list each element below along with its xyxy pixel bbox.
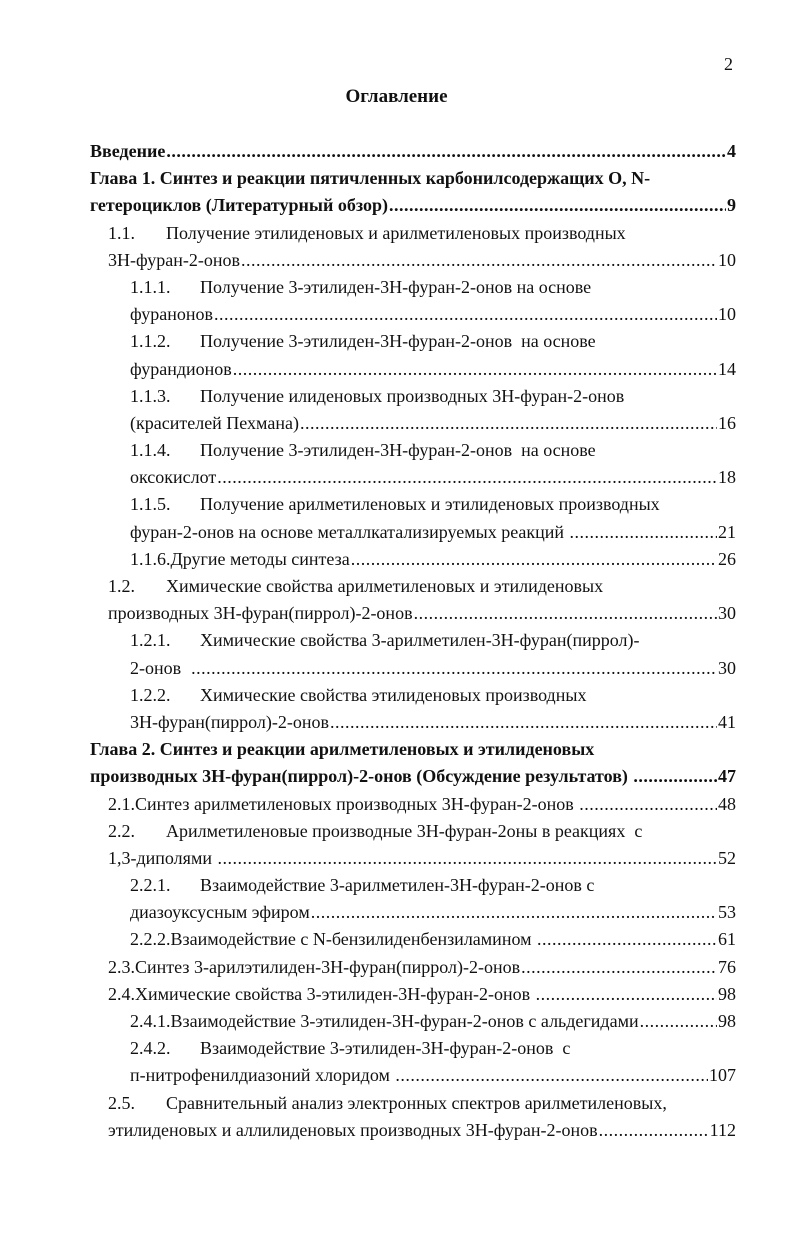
toc-page-number: 107 [709, 1065, 736, 1086]
toc-entry-text: Глава 2. Синтез и реакции арилметиленовых и этилиденовых [90, 739, 595, 760]
toc-entry-text: Сравнительный анализ электронных спектров арилметиленовых, [166, 1092, 667, 1113]
toc-entry-number: 2.2. [108, 820, 135, 841]
toc-leader-dots [521, 954, 717, 981]
toc-leader-dots [395, 1062, 708, 1089]
toc-entry-text: 3Н-фуран-2-онов [108, 249, 240, 270]
toc-leader-dots [191, 655, 717, 682]
toc-page-number: 53 [718, 902, 736, 923]
toc-leader-dots [217, 464, 717, 491]
toc-entry [90, 818, 736, 872]
toc-entry-text: Синтез 3-арилэтилиден-3Н-фуран(пиррол)-2-онов [135, 956, 521, 977]
toc-entry-text: (красителей Пехмана) [130, 412, 299, 433]
table-of-contents [90, 138, 736, 1144]
toc-page-number: 76 [718, 956, 736, 977]
toc-page-number: 4 [727, 141, 736, 161]
toc-entry-number: 1.1.4. [130, 440, 171, 461]
toc-page-number: 10 [718, 304, 736, 325]
toc-entry-text: Взаимодействие 3-арилметилен-3Н-фуран-2-онов с [200, 875, 595, 896]
toc-entry-text: фурандионов [130, 358, 232, 379]
toc-entry-number: 2.4.1. [130, 1011, 171, 1031]
toc-entry [90, 491, 736, 545]
toc-entry-number: 2.1. [108, 793, 135, 814]
toc-entry [90, 627, 736, 681]
toc-entry [90, 138, 736, 165]
toc-entry [90, 1008, 736, 1035]
toc-entry-number: 2.2.1. [130, 875, 171, 896]
toc-entry [90, 220, 736, 274]
toc-entry-text: производных 3Н-фуран(пиррол)-2-онов (Обсуждение результатов) [90, 766, 633, 787]
toc-entry-text: Получение 3-этилиден-3Н-фуран-2-онов на основе [200, 276, 592, 297]
toc-leader-dots [351, 546, 717, 573]
toc-page-number: 112 [709, 1119, 736, 1140]
toc-page-number: 26 [718, 548, 736, 569]
toc-entry-text: Получение арилметиленовых и этилиденовых производных [200, 494, 660, 515]
toc-page-number: 9 [727, 195, 736, 216]
toc-page-number: 61 [718, 929, 736, 950]
toc-leader-dots [233, 356, 717, 383]
toc-entry-text: Взаимодействие 3-этилиден-3Н-фуран-2-онов с [200, 1038, 571, 1059]
toc-leader-dots [389, 192, 726, 219]
toc-title: Оглавление [345, 86, 448, 107]
toc-leader-dots [536, 981, 717, 1008]
page-number: 2 [724, 54, 733, 74]
toc-entry [90, 1090, 736, 1144]
toc-page-number: 47 [718, 766, 736, 787]
toc-entry-number: 1.1.6. [130, 548, 171, 569]
toc-entry-text: диазоуксусным эфиром [130, 902, 310, 923]
toc-entry [90, 791, 736, 818]
toc-entry-number: 1.2. [108, 576, 135, 596]
toc-page-number: 98 [718, 1011, 736, 1031]
toc-leader-dots [537, 926, 717, 953]
toc-page-number: 14 [718, 358, 736, 379]
toc-entry-number: 1.1.1. [130, 276, 171, 297]
toc-entry-text: Введение [90, 141, 166, 161]
toc-entry [90, 274, 736, 328]
toc-entry-text: Химические свойства этилиденовых производных [200, 684, 587, 705]
toc-entry-text: Получение этилиденовых и арилметиленовых производных [166, 222, 626, 243]
toc-leader-dots [311, 899, 717, 926]
toc-entry-text: 1,3-диполями [108, 847, 217, 868]
toc-leader-dots [300, 410, 717, 437]
toc-leader-dots [330, 709, 717, 736]
toc-entry [90, 546, 736, 573]
toc-entry-text: фуранонов [130, 304, 213, 325]
toc-entry-text: фуран-2-онов на основе металлкатализируемых реакций [130, 521, 569, 542]
toc-page-number: 16 [718, 412, 736, 433]
toc-entry-text: гетероциклов (Литературный обзор) [90, 195, 388, 216]
toc-entry-text: Химические свойства 3-этилиден-3Н-фуран-2-онов [135, 983, 535, 1004]
toc-entry [90, 1035, 736, 1089]
toc-entry-number: 1.1.3. [130, 385, 171, 406]
toc-leader-dots [217, 845, 717, 872]
toc-entry-text: Получение 3-этилиден-3Н-фуран-2-онов на основе [200, 331, 596, 352]
toc-entry-text: 3Н-фуран(пиррол)-2-онов [130, 711, 329, 732]
toc-entry [90, 165, 736, 219]
toc-leader-dots [640, 1008, 717, 1035]
toc-entry-number: 1.1.5. [130, 494, 171, 515]
toc-page-number: 18 [718, 467, 736, 488]
toc-leader-dots [633, 763, 717, 790]
toc-entry [90, 383, 736, 437]
toc-entry-text: оксокислот [130, 467, 217, 488]
toc-entry-text: п-нитрофенилдиазоний хлоридом [130, 1065, 395, 1086]
toc-entry-text: Арилметиленовые производные 3Н-фуран-2оны в реакциях с [166, 820, 643, 841]
toc-entry-number: 1.1.2. [130, 331, 171, 352]
toc-entry-text: Глава 1. Синтез и реакции пятичленных карбонилсодержащих О, N- [90, 168, 651, 189]
toc-entry-text: Взаимодействие с N-бензилиденбензиламином [170, 929, 536, 950]
toc-entry-text: Синтез арилметиленовых производных 3Н-фуран-2-онов [135, 793, 579, 814]
toc-entry [90, 926, 736, 953]
toc-entry-number: 2.5. [108, 1092, 135, 1113]
toc-entry-text: Химические свойства 3-арилметилен-3Н-фуран(пиррол)- [200, 630, 640, 651]
toc-page-number: 41 [718, 711, 736, 732]
toc-leader-dots [166, 138, 726, 165]
toc-entry-text: Взаимодействие 3-этилиден-3Н-фуран-2-онов с альдегидами [170, 1011, 639, 1031]
toc-leader-dots [414, 600, 717, 627]
toc-entry [90, 981, 736, 1008]
toc-page-number: 30 [718, 603, 736, 624]
toc-page-number: 30 [718, 657, 736, 678]
toc-entry-number: 2.4. [108, 983, 135, 1004]
toc-page-number: 52 [718, 847, 736, 868]
toc-entry [90, 573, 736, 627]
toc-entry-number: 1.2.1. [130, 630, 171, 651]
toc-entry [90, 954, 736, 981]
toc-entry-number: 1.1. [108, 222, 135, 243]
toc-entry-number: 1.2.2. [130, 684, 171, 705]
toc-leader-dots [579, 791, 717, 818]
toc-entry [90, 872, 736, 926]
toc-entry-text: Получение 3-этилиден-3Н-фуран-2-онов на основе [200, 440, 596, 461]
toc-entry-text: 2-онов [130, 657, 191, 678]
toc-leader-dots [570, 519, 717, 546]
toc-leader-dots [241, 247, 717, 274]
toc-entry-text: Другие методы синтеза [170, 548, 350, 569]
toc-page-number: 21 [718, 521, 736, 542]
toc-entry [90, 328, 736, 382]
toc-leader-dots [599, 1117, 709, 1144]
toc-entry [90, 736, 736, 790]
toc-entry [90, 682, 736, 736]
toc-entry-number: 2.2.2. [130, 929, 171, 950]
toc-page-number: 98 [718, 983, 736, 1004]
toc-entry-text: Получение илиденовых производных 3Н-фуран-2-онов [200, 385, 625, 406]
toc-entry-number: 2.3. [108, 956, 135, 977]
toc-entry-number: 2.4.2. [130, 1038, 171, 1059]
toc-leader-dots [214, 301, 717, 328]
toc-entry-text: этилиденовых и аллилиденовых производных 3Н-фуран-2-онов [108, 1119, 598, 1140]
toc-page-number: 48 [718, 793, 736, 814]
toc-entry [90, 437, 736, 491]
toc-entry-text: Химические свойства арилметиленовых и этилиденовых [166, 576, 604, 596]
toc-entry-text: производных 3Н-фуран(пиррол)-2-онов [108, 603, 413, 624]
toc-page-number: 10 [718, 249, 736, 270]
